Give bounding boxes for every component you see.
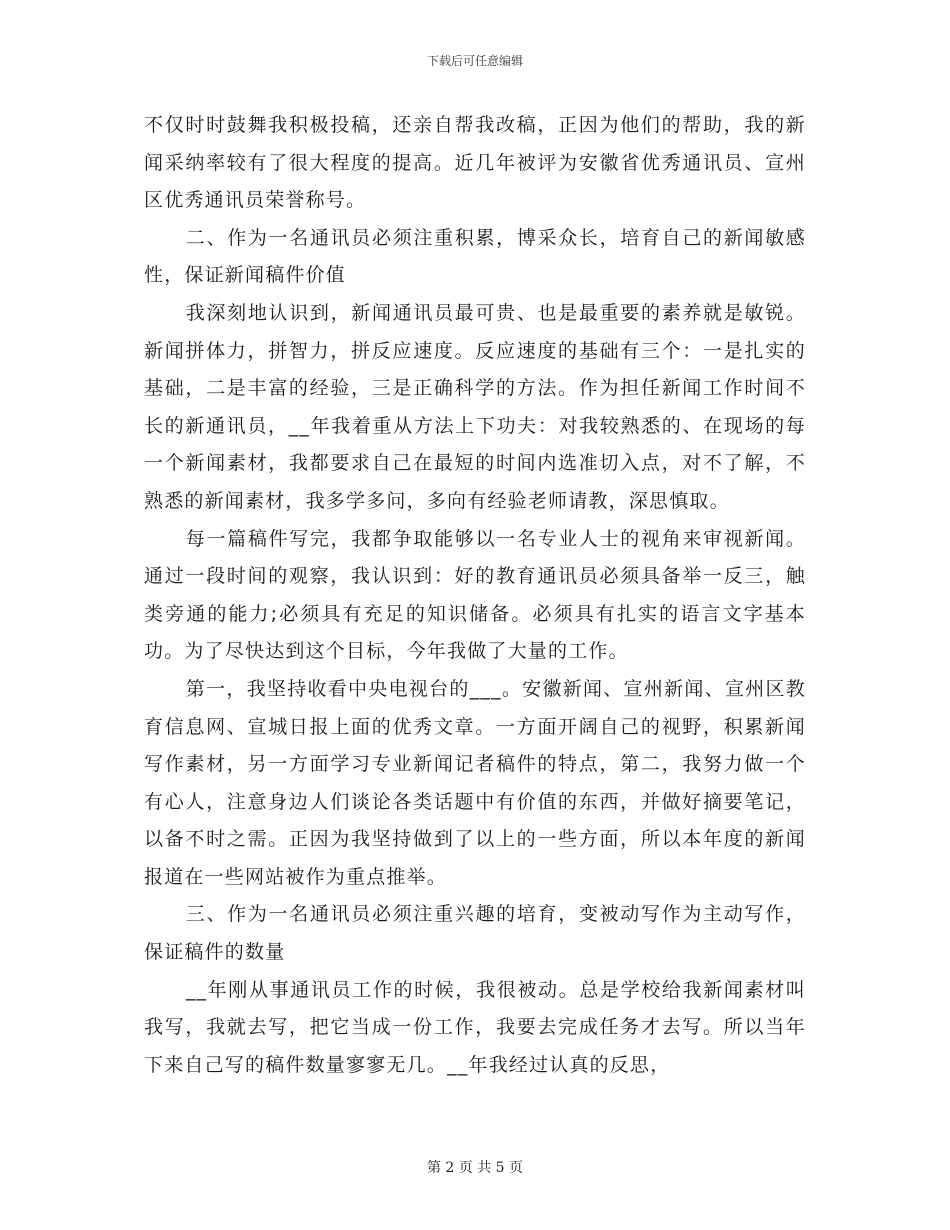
document-body (144, 107, 806, 1084)
page-footer: 第 2 页 共 5 页 (426, 1160, 524, 1176)
section-heading-3: 三、作为一名通讯员必须注重兴趣的培育，变被动写作为主动写作，保证稿件的数量 (144, 903, 806, 964)
paragraph-7: __年刚从事通讯员工作的时候，我很被动。总是学校给我新闻素材叫我写，我就去写，把它当成一份工作，我要去完成任务才去写。所以当年下来自己写的稿件数量寥寥无几。__年我经过认真的反思， (144, 978, 806, 1076)
paragraph-5: 第一，我坚持收看中央电视台的___。安徽新闻、宣州新闻、宣州区教育信息网、宣城日报上面的优秀文章。一方面开阔自己的视野，积累新闻写作素材，另一方面学习专业新闻记者稿件的特点，第二，我努力做一个有心人，注意身边人们谈论各类话题中有价值的东西，并做好摘要笔记，以备不时之需。正因为我坚持做到了以上的一些方面，所以本年度的新闻报道在一些网站被作为重点推举。 (144, 677, 806, 888)
paragraph-1: 不仅时时鼓舞我积极投稿，还亲自帮我改稿，正因为他们的帮助，我的新闻采纳率较有了很大程度的提高。近几年被评为安徽省优秀通讯员、宣州区优秀通讯员荣誉称号。 (144, 114, 806, 212)
paragraph-4: 每一篇稿件写完，我都争取能够以一名专业人士的视角来审视新闻。通过一段时间的观察，我认识到：好的教育通讯员必须具备举一反三，触类旁通的能力;必须具有充足的知识储备。必须具有扎实的语言文字基本功。为了尽快达到这个目标，今年我做了大量的工作。 (144, 527, 806, 663)
section-heading-2: 二、作为一名通讯员必须注重积累，博采众长，培育自己的新闻敏感性，保证新闻稿件价值 (144, 226, 806, 287)
paragraph-3: 我深刻地认识到，新闻通讯员最可贵、也是最重要的素养就是敏锐。新闻拼体力，拼智力，拼反应速度。反应速度的基础有三个：一是扎实的基础，二是丰富的经验，三是正确科学的方法。作为担任新闻工作时间不长的新通讯员，__年我着重从方法上下功夫：对我较熟悉的、在现场的每一个新闻素材，我都要求自己在最短的时间内选准切入点，对不了解，不熟悉的新闻素材，我多学多问，多向有经验老师请教，深思慎取。 (144, 301, 806, 512)
page-header: 下载后可任意编辑 (426, 54, 523, 68)
